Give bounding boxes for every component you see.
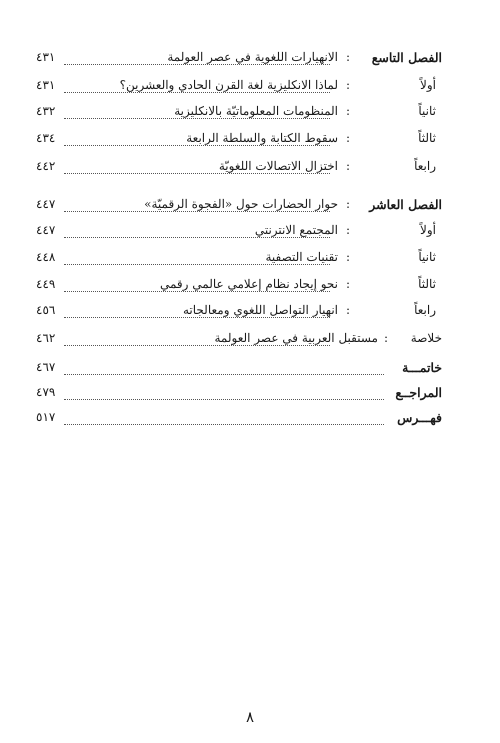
toc-entry: [36, 197, 442, 217]
toc-entry: [36, 50, 442, 70]
section-label: أولاً: [420, 223, 436, 237]
dot-leader: [64, 211, 330, 212]
section-label: المراجــع: [395, 385, 442, 400]
toc-entry: [36, 410, 442, 430]
dot-leader: [64, 64, 330, 65]
page-number: ٤٤٨: [36, 250, 58, 264]
colon: :: [345, 277, 350, 291]
toc-entry: [36, 104, 442, 124]
toc-entry: [36, 159, 442, 179]
entry-title: سقوط الكتابة والسلطة الرابعة: [183, 131, 338, 145]
section-label: أولاً: [420, 78, 436, 92]
folio-page-number: ٨: [245, 708, 255, 726]
colon: :: [345, 223, 350, 237]
dot-leader: [64, 92, 330, 93]
dot-leader: [64, 399, 384, 400]
entry-title: نحو إيجاد نظام إعلامي عالمي رقمي: [157, 277, 338, 291]
page-number: ٤٤٧: [36, 223, 58, 237]
page-number: ٤٣٤: [36, 131, 58, 145]
toc-entry: [36, 250, 442, 270]
dot-leader: [64, 291, 330, 292]
section-label: فهـــرس: [397, 410, 442, 425]
chapter-label: الفصل العاشر: [369, 197, 442, 212]
dot-leader: [64, 424, 384, 425]
toc-entry: [36, 223, 442, 243]
page-number: ٤٣٢: [36, 104, 58, 118]
page-number: ٤٤٩: [36, 277, 58, 291]
page-number: ٤٦٢: [36, 331, 58, 345]
page-number: ٤٥٦: [36, 303, 58, 317]
entry-title: اختزال الاتصالات اللغويّة: [216, 159, 338, 173]
section-label: رابعاً: [414, 303, 436, 317]
page-number: ٤٤٢: [36, 159, 58, 173]
colon: :: [345, 303, 350, 317]
dot-leader: [64, 237, 330, 238]
toc-entry: [36, 78, 442, 98]
entry-title: حوار الحضارات حول «الفجوة الرقميّة»: [141, 197, 338, 211]
toc-entry: [36, 385, 442, 405]
section-label: ثالثاً: [418, 131, 436, 145]
chapter-label: الفصل التاسع: [371, 50, 442, 65]
toc-entry: [36, 303, 442, 323]
colon: :: [345, 250, 350, 264]
section-label: خلاصة: [410, 331, 442, 345]
dot-leader: [64, 345, 330, 346]
colon: :: [345, 78, 350, 92]
colon: :: [345, 197, 350, 211]
entry-title: تقنيات التصفية: [262, 250, 338, 264]
colon: :: [345, 50, 350, 64]
entry-title: لماذا الانكليزية لغة القرن الحادي والعشرين؟: [117, 78, 338, 92]
dot-leader: [64, 145, 330, 146]
section-label: ثانياً: [418, 250, 436, 264]
dot-leader: [64, 173, 330, 174]
dot-leader: [64, 264, 330, 265]
toc-entry: [36, 131, 442, 151]
entry-title: المجتمع الانترنتي: [252, 223, 338, 237]
dot-leader: [64, 118, 330, 119]
colon: :: [345, 159, 350, 173]
section-label: ثالثاً: [418, 277, 436, 291]
page-number: ٤٧٩: [36, 385, 58, 399]
section-label: رابعاً: [414, 159, 436, 173]
entry-title: انهيار التواصل اللغوي ومعالجاته: [180, 303, 338, 317]
toc-entry: [36, 331, 442, 351]
page-number: ٤٦٧: [36, 360, 58, 374]
entry-title: مستقبل العربية في عصر العولمة: [211, 331, 378, 345]
page-number: ٤٤٧: [36, 197, 58, 211]
colon: :: [345, 104, 350, 118]
colon: :: [345, 131, 350, 145]
section-label: خاتمـــة: [402, 360, 442, 375]
entry-title: المنظومات المعلوماتيّة بالانكليزية: [171, 104, 338, 118]
colon: :: [383, 331, 388, 345]
dot-leader: [64, 317, 330, 318]
page-number: ٤٣١: [36, 78, 58, 92]
toc-entry: [36, 277, 442, 297]
section-label: ثانياً: [418, 104, 436, 118]
page-number: ٤٣١: [36, 50, 58, 64]
entry-title: الانهيارات اللغوية في عصر العولمة: [164, 50, 338, 64]
toc-entry: [36, 360, 442, 380]
dot-leader: [64, 374, 384, 375]
page-number: ٥١٧: [36, 410, 58, 424]
